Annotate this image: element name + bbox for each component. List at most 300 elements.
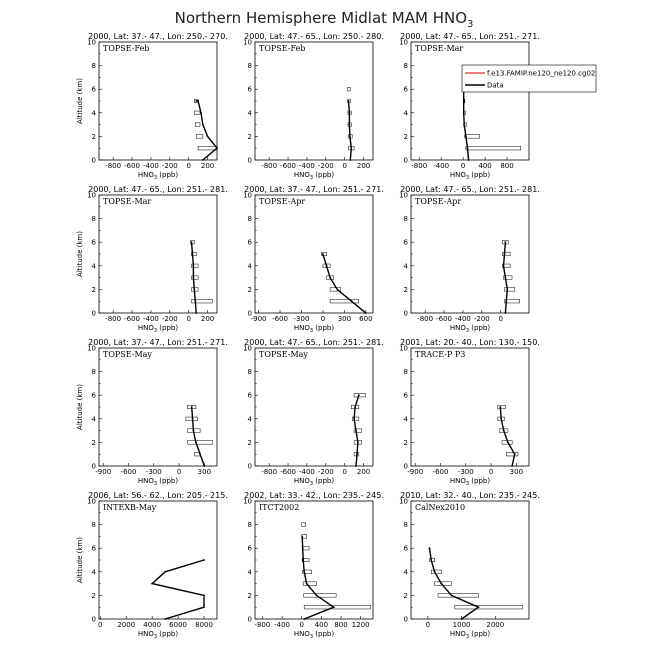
y-tick-label: 2 — [91, 285, 96, 294]
y-tick-label: 6 — [91, 544, 96, 553]
data-point — [192, 253, 194, 255]
data-point — [301, 536, 303, 538]
data-point — [463, 112, 465, 114]
y-axis-label: Altitude (km) — [76, 78, 84, 124]
panel-6 — [399, 185, 540, 334]
plot-frame — [99, 195, 217, 313]
plot-frame — [99, 42, 217, 160]
data-point — [193, 430, 195, 432]
data-profile-line — [192, 407, 205, 466]
x-tick-label: 400 — [478, 162, 492, 170]
data-point — [192, 418, 194, 420]
panel-title: 2000, Lat: 47.- 65., Lon: 251.- 271. — [400, 32, 540, 41]
range-box — [304, 605, 370, 609]
data-point — [358, 394, 360, 396]
x-tick-label: 400 — [314, 621, 329, 629]
x-tick-label: -600 — [124, 162, 140, 170]
x-axis-label: $HNO_3$ (ppb) — [293, 477, 335, 487]
y-tick-label: 8 — [247, 62, 252, 71]
x-tick-label: -200 — [161, 162, 178, 170]
range-box — [302, 523, 306, 527]
data-point — [430, 559, 432, 561]
range-box — [196, 135, 203, 139]
range-box — [198, 146, 217, 150]
y-tick-label: 2 — [247, 591, 252, 600]
y-tick-label: 8 — [247, 215, 252, 224]
data-point — [468, 159, 470, 161]
x-tick-label: 200 — [200, 162, 215, 170]
x-axis-label: $HNO_3$ (ppb) — [449, 324, 491, 334]
panel-8 — [243, 338, 384, 487]
data-profile-line — [500, 407, 514, 466]
data-point — [202, 159, 204, 161]
data-point — [151, 583, 153, 585]
data-point — [478, 606, 480, 608]
data-point — [465, 136, 467, 138]
y-tick-label: 4 — [91, 262, 96, 271]
y-tick-label: 10 — [243, 191, 252, 200]
panel-title: 2000, Lat: 47.- 65., Lon: 251.- 281. — [88, 185, 228, 194]
range-box — [431, 570, 441, 574]
campaign-label: TRACE-P P3 — [415, 350, 466, 359]
x-tick-label: 0 — [98, 621, 103, 629]
data-point — [194, 300, 196, 302]
x-tick-label: -400 — [298, 162, 315, 170]
x-tick-label: 300 — [197, 468, 212, 476]
data-point — [336, 289, 338, 291]
x-tick-label: 8000 — [195, 621, 213, 629]
x-tick-label: -600 — [124, 315, 140, 323]
y-tick-label: 2 — [91, 132, 96, 141]
data-point — [505, 241, 507, 243]
x-axis-label: $HNO_3$ (ppb) — [137, 477, 179, 487]
y-axis-label: Altitude (km) — [76, 231, 84, 277]
x-tick-label: 0 — [320, 315, 326, 323]
y-tick-label: 8 — [247, 368, 252, 377]
data-point — [200, 112, 202, 114]
y-tick-label: 0 — [403, 462, 408, 471]
data-point — [164, 618, 166, 620]
x-tick-label: -300 — [293, 315, 310, 323]
x-axis-label: $HNO_3$ (ppb) — [449, 630, 491, 640]
data-point — [461, 618, 463, 620]
data-point — [333, 606, 335, 608]
y-tick-label: 4 — [247, 262, 252, 271]
x-tick-label: 0 — [186, 315, 191, 323]
data-point — [164, 571, 166, 573]
range-box — [195, 123, 200, 127]
y-tick-label: 6 — [247, 85, 252, 94]
campaign-label: CalNex2010 — [415, 503, 466, 512]
x-tick-label: -400 — [298, 468, 315, 476]
data-profile-line — [302, 536, 334, 619]
y-tick-label: 0 — [91, 615, 96, 624]
panel-4 — [76, 185, 228, 334]
y-tick-label: 0 — [403, 156, 408, 165]
y-tick-label: 0 — [91, 462, 96, 471]
x-tick-label: -400 — [454, 315, 471, 323]
range-box — [188, 441, 213, 445]
data-point — [429, 547, 431, 549]
x-tick-label: 0 — [186, 162, 191, 170]
data-profile-line — [152, 560, 204, 619]
data-point — [463, 124, 465, 126]
plot-frame — [411, 195, 529, 313]
range-box — [354, 393, 365, 397]
panel-12 — [399, 491, 540, 640]
y-tick-label: 8 — [403, 62, 408, 71]
y-tick-label: 0 — [247, 309, 252, 318]
data-point — [197, 100, 199, 102]
x-tick-label: -200 — [317, 468, 334, 476]
y-axis-label: Altitude (km) — [76, 384, 84, 430]
x-tick-label: 200 — [200, 315, 215, 323]
data-point — [505, 300, 507, 302]
y-tick-label: 6 — [91, 238, 96, 247]
x-tick-label: -800 — [411, 162, 428, 170]
x-tick-label: -400 — [274, 621, 290, 629]
data-point — [503, 430, 505, 432]
data-point — [467, 147, 469, 149]
campaign-label: TOPSE-Feb — [259, 44, 306, 53]
panels-group — [76, 32, 596, 640]
panel-title: 2006, Lat: 56.- 62., Lon: 205.- 215. — [88, 491, 228, 500]
panel-title: 2000, Lat: 37.- 47., Lon: 251.- 271. — [244, 185, 384, 194]
y-tick-label: 6 — [247, 238, 252, 247]
x-tick-label: -200 — [161, 315, 178, 323]
data-point — [365, 312, 367, 314]
y-tick-label: 6 — [403, 238, 408, 247]
panel-9 — [399, 338, 540, 487]
data-point — [355, 430, 357, 432]
x-tick-label: -600 — [272, 315, 288, 323]
x-tick-label: -900 — [250, 315, 267, 323]
x-axis-label: $HNO_3$ (ppb) — [293, 630, 335, 640]
y-tick-label: 2 — [91, 438, 96, 447]
data-point — [207, 136, 209, 138]
x-tick-label: 300 — [509, 468, 524, 476]
range-box — [498, 405, 506, 409]
data-point — [357, 442, 359, 444]
y-tick-label: 10 — [87, 497, 96, 506]
x-tick-label: -800 — [261, 162, 278, 170]
x-tick-label: -800 — [254, 621, 271, 629]
range-box — [506, 452, 518, 456]
y-tick-label: 6 — [247, 391, 252, 400]
panel-3 — [399, 32, 540, 181]
y-tick-label: 10 — [87, 191, 96, 200]
data-point — [506, 289, 508, 291]
y-tick-label: 10 — [87, 344, 96, 353]
campaign-label: ITCT2002 — [259, 503, 300, 512]
y-tick-label: 8 — [247, 521, 252, 530]
data-point — [216, 147, 218, 149]
y-tick-label: 4 — [247, 109, 252, 118]
data-profile-line — [323, 254, 366, 313]
data-point — [463, 100, 465, 102]
panel-11 — [243, 491, 384, 640]
data-point — [505, 312, 507, 314]
x-tick-label: 0 — [425, 621, 431, 629]
x-tick-label: 0 — [176, 468, 182, 476]
x-axis-label: $HNO_3$ (ppb) — [449, 477, 491, 487]
y-tick-label: 10 — [87, 38, 96, 47]
panel-title: 2001, Lat: 20.- 40., Lon: 130.- 150. — [400, 338, 540, 347]
range-box — [303, 582, 316, 586]
data-point — [329, 277, 331, 279]
x-tick-label: -600 — [432, 468, 449, 476]
data-point — [203, 595, 205, 597]
range-box — [465, 135, 480, 139]
data-point — [193, 289, 195, 291]
data-point — [193, 277, 195, 279]
y-tick-label: 0 — [91, 156, 96, 165]
x-tick-label: 4000 — [143, 621, 162, 629]
range-box — [194, 111, 200, 115]
y-tick-label: 2 — [247, 132, 252, 141]
y-tick-label: 8 — [403, 368, 408, 377]
x-tick-label: -900 — [95, 468, 112, 476]
data-point — [191, 406, 193, 408]
panel-title: 2000, Lat: 47.- 65., Lon: 250.- 280. — [244, 32, 384, 41]
x-tick-label: -600 — [280, 468, 296, 476]
y-tick-label: 10 — [243, 344, 252, 353]
data-point — [349, 136, 351, 138]
data-point — [505, 277, 507, 279]
data-point — [434, 571, 436, 573]
y-tick-label: 10 — [399, 191, 408, 200]
y-tick-label: 2 — [403, 438, 408, 447]
y-tick-label: 2 — [247, 438, 252, 447]
y-tick-label: 4 — [247, 568, 252, 577]
y-tick-label: 10 — [243, 38, 252, 47]
data-point — [503, 265, 505, 267]
y-tick-label: 0 — [91, 309, 96, 318]
x-tick-label: 1200 — [351, 621, 370, 629]
y-tick-label: 4 — [91, 415, 96, 424]
data-point — [440, 583, 442, 585]
data-point — [191, 241, 193, 243]
y-tick-label: 8 — [91, 62, 96, 71]
data-profile-line — [349, 101, 352, 160]
data-point — [499, 406, 501, 408]
data-point — [316, 595, 318, 597]
panel-title: 2000, Lat: 37.- 47., Lon: 251.- 271. — [88, 338, 228, 347]
x-tick-label: 200 — [356, 162, 371, 170]
x-axis-label: $HNO_3$ (ppb) — [137, 630, 179, 640]
y-tick-label: 4 — [403, 568, 408, 577]
y-tick-label: 10 — [399, 344, 408, 353]
legend — [462, 65, 596, 92]
data-point — [514, 453, 516, 455]
data-point — [303, 571, 305, 573]
y-tick-label: 0 — [247, 462, 252, 471]
data-point — [195, 442, 197, 444]
range-box — [330, 299, 359, 303]
y-tick-label: 6 — [403, 544, 408, 553]
data-point — [507, 442, 509, 444]
y-tick-label: 10 — [399, 38, 408, 47]
x-axis-label: $HNO_3$ (ppb) — [137, 171, 179, 181]
panel-1 — [76, 32, 228, 181]
plot-frame — [411, 501, 529, 619]
plot-frame — [411, 42, 529, 160]
panel-title: 2002, Lat: 33.- 42., Lon: 235.- 245. — [244, 491, 384, 500]
figure-title: Northern Hemisphere Midlat MAM $HNO_3$ — [174, 9, 474, 30]
panel-title: 2000, Lat: 47.- 65., Lon: 251.- 281. — [244, 338, 384, 347]
data-point — [451, 595, 453, 597]
y-tick-label: 4 — [403, 262, 408, 271]
x-tick-label: -400 — [433, 162, 450, 170]
campaign-label: TOPSE-Mar — [415, 44, 464, 53]
x-tick-label: 600 — [359, 315, 373, 323]
data-point — [303, 618, 305, 620]
y-tick-label: 4 — [91, 109, 96, 118]
x-tick-label: -800 — [105, 315, 122, 323]
x-tick-label: 2000 — [117, 621, 136, 629]
data-point — [354, 406, 356, 408]
data-point — [349, 112, 351, 114]
y-tick-label: 10 — [399, 497, 408, 506]
x-tick-label: 2000 — [486, 621, 505, 629]
x-tick-label: -800 — [261, 468, 278, 476]
x-tick-label: 0 — [342, 162, 347, 170]
data-point — [199, 453, 201, 455]
x-tick-label: 0 — [488, 468, 494, 476]
y-tick-label: 0 — [247, 156, 252, 165]
y-tick-label: 6 — [91, 391, 96, 400]
data-point — [193, 265, 195, 267]
y-tick-label: 2 — [403, 132, 408, 141]
campaign-label: TOPSE-May — [259, 350, 308, 359]
x-tick-label: 300 — [337, 315, 352, 323]
x-axis-label: $HNO_3$ (ppb) — [449, 171, 491, 181]
data-point — [195, 312, 197, 314]
data-point — [203, 465, 205, 467]
panel-title: 2010, Lat: 32.- 40., Lon: 235.- 245. — [400, 491, 540, 500]
y-tick-label: 6 — [247, 544, 252, 553]
x-tick-label: -800 — [417, 315, 434, 323]
plot-frame — [255, 42, 373, 160]
data-point — [302, 559, 304, 561]
x-axis-label: $HNO_3$ (ppb) — [293, 324, 335, 334]
x-tick-label: -300 — [145, 468, 162, 476]
data-point — [504, 253, 506, 255]
x-tick-label: 1000 — [452, 621, 471, 629]
x-tick-label: -400 — [142, 315, 159, 323]
data-point — [326, 265, 328, 267]
data-point — [203, 606, 205, 608]
legend-model-label: f.e13.FAMIP.ne120_ne120.cg02 — [487, 69, 596, 78]
panel-title: 2000, Lat: 47.- 65., Lon: 251.- 281. — [400, 185, 540, 194]
x-tick-label: -800 — [105, 162, 122, 170]
plot-frame — [255, 501, 373, 619]
data-point — [302, 547, 304, 549]
y-tick-label: 4 — [91, 568, 96, 577]
y-tick-label: 4 — [403, 415, 408, 424]
campaign-label: INTEXB-May — [103, 503, 157, 512]
data-point — [353, 418, 355, 420]
data-point — [195, 100, 197, 102]
x-tick-label: -600 — [280, 162, 296, 170]
campaign-label: TOPSE-May — [103, 350, 152, 359]
data-point — [203, 559, 205, 561]
plot-frame — [255, 195, 373, 313]
x-tick-label: 0 — [342, 468, 347, 476]
y-tick-label: 10 — [243, 497, 252, 506]
range-box — [438, 594, 478, 598]
y-tick-label: 2 — [403, 591, 408, 600]
y-tick-label: 2 — [91, 591, 96, 600]
x-tick-label: 200 — [356, 468, 371, 476]
campaign-label: TOPSE-Apr — [259, 197, 306, 206]
data-point — [349, 124, 351, 126]
y-tick-label: 8 — [91, 215, 96, 224]
range-box — [304, 594, 336, 598]
y-tick-label: 6 — [91, 85, 96, 94]
y-tick-label: 6 — [403, 85, 408, 94]
x-tick-label: -400 — [142, 162, 159, 170]
y-tick-label: 8 — [91, 521, 96, 530]
x-tick-label: -600 — [120, 468, 137, 476]
y-tick-label: 4 — [403, 109, 408, 118]
x-tick-label: 0 — [299, 621, 304, 629]
x-axis-label: $HNO_3$ (ppb) — [293, 171, 335, 181]
panel-5 — [243, 185, 384, 334]
y-tick-label: 8 — [403, 521, 408, 530]
data-point — [348, 100, 350, 102]
data-point — [349, 159, 351, 161]
x-tick-label: 0 — [460, 162, 466, 170]
x-tick-label: -200 — [473, 315, 490, 323]
y-tick-label: 0 — [403, 309, 408, 318]
y-tick-label: 2 — [403, 285, 408, 294]
y-tick-label: 0 — [247, 615, 252, 624]
x-tick-label: 800 — [500, 162, 514, 170]
x-tick-label: 0 — [498, 315, 503, 323]
x-tick-label: -900 — [407, 468, 424, 476]
x-tick-label: -300 — [457, 468, 474, 476]
y-tick-label: 8 — [403, 215, 408, 224]
data-point — [322, 253, 324, 255]
campaign-label: TOPSE-Mar — [103, 197, 152, 206]
panel-7 — [76, 338, 228, 487]
x-tick-label: 800 — [334, 621, 348, 629]
y-tick-label: 8 — [91, 368, 96, 377]
data-profile-line — [196, 101, 217, 160]
range-box — [348, 87, 351, 91]
campaign-label: TOPSE-Apr — [415, 197, 462, 206]
x-tick-label: -200 — [317, 162, 334, 170]
data-profile-line — [430, 548, 479, 619]
x-tick-label: -600 — [436, 315, 452, 323]
plot-frame — [99, 348, 217, 466]
x-tick-label: 6000 — [169, 621, 188, 629]
data-point — [500, 418, 502, 420]
panel-10 — [76, 491, 228, 640]
panel-2 — [243, 32, 384, 181]
legend-data-label: Data — [487, 81, 504, 90]
data-point — [351, 300, 353, 302]
data-point — [511, 465, 513, 467]
range-box — [466, 146, 521, 150]
range-box — [504, 288, 514, 292]
data-point — [350, 147, 352, 149]
data-point — [356, 453, 358, 455]
y-tick-label: 2 — [247, 285, 252, 294]
data-point — [202, 124, 204, 126]
y-tick-label: 6 — [403, 391, 408, 400]
